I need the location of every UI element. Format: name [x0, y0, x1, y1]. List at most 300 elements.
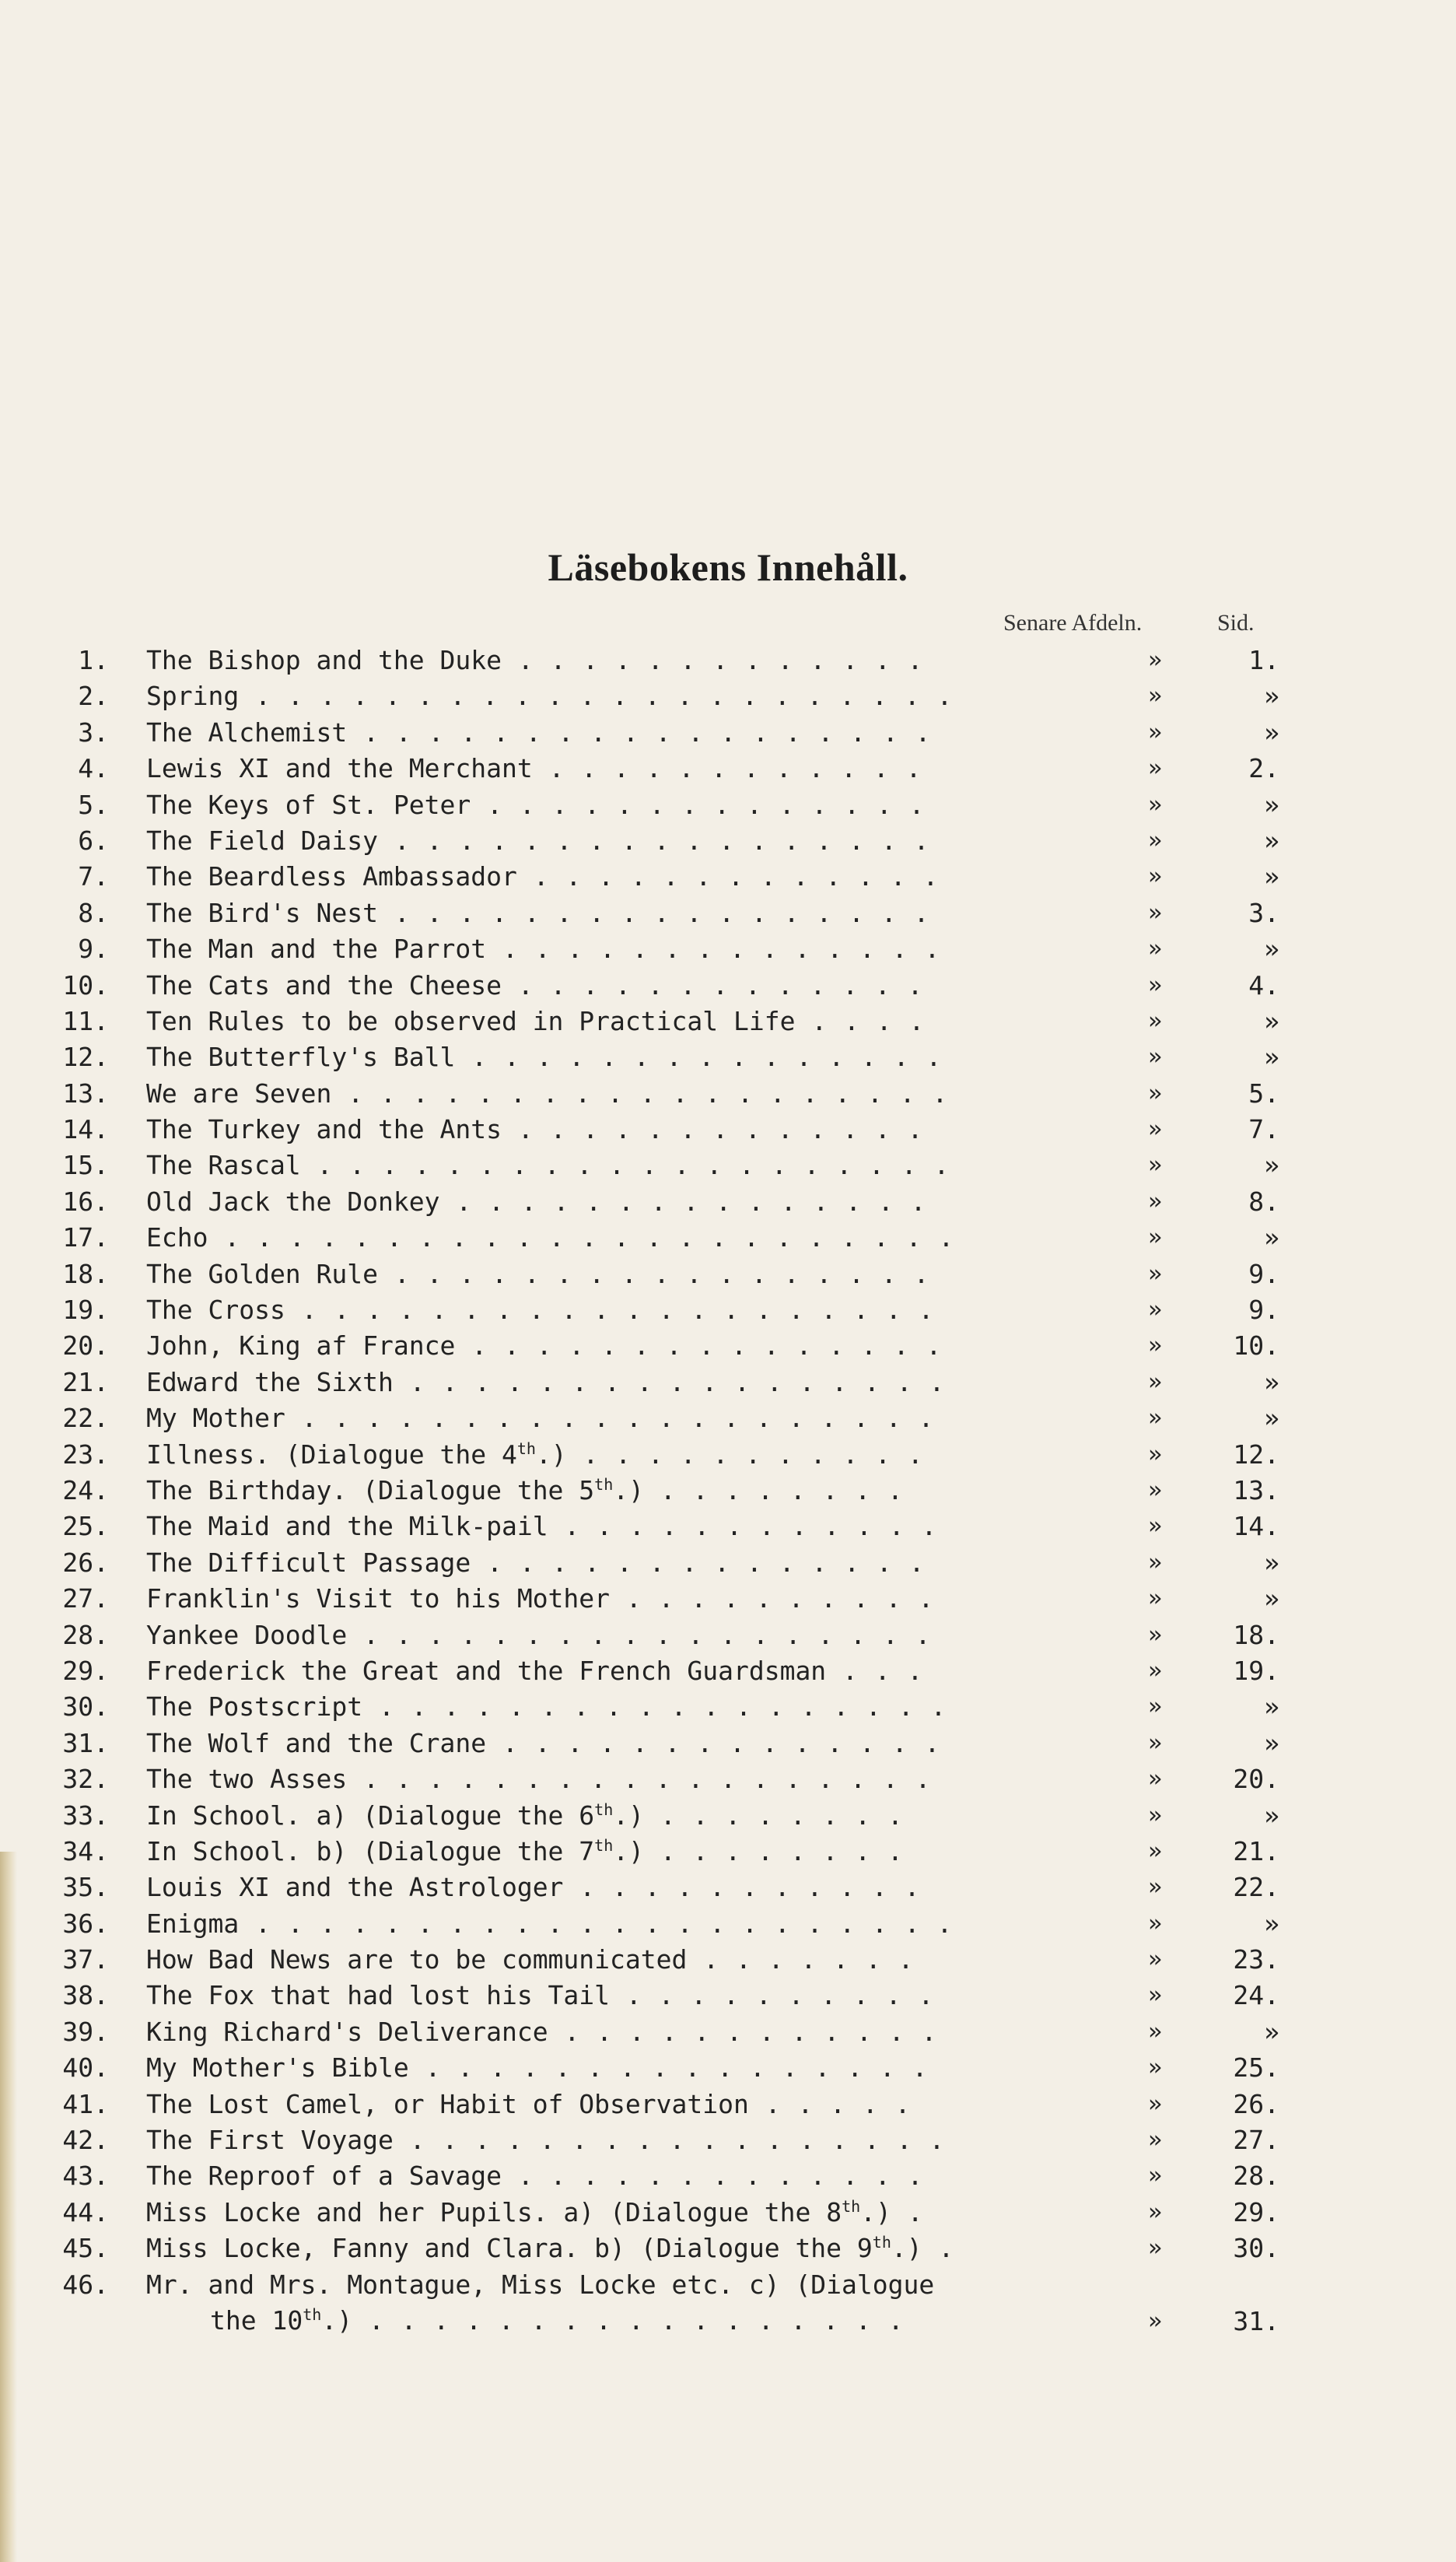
entry-title-text: The Cats and the Cheese	[146, 969, 502, 1001]
dot-leader: . . . . . . . . . . . . .	[501, 2161, 940, 2192]
toc-row	[0, 1761, 1456, 1797]
section-mark: »	[1147, 682, 1163, 710]
entry-title-text: The Golden Rule	[146, 1258, 379, 1289]
page-number: 8.	[1248, 1186, 1279, 1217]
dot-leader: . . . . . . . . . . . . . . . . . . . . . .	[239, 1908, 970, 1939]
page-number: »	[1264, 2016, 1279, 2047]
entry-title	[146, 1112, 1002, 1148]
dot-leader: .	[891, 2196, 940, 2227]
entry-title	[146, 2195, 1002, 2231]
page-number: 4.	[1248, 969, 1279, 1001]
entry-title	[146, 1978, 1002, 2014]
page-number: 5.	[1248, 1078, 1279, 1109]
entry-number: 3.	[78, 717, 109, 748]
entry-number: 12.	[62, 1042, 109, 1073]
entry-number: 20.	[62, 1330, 109, 1362]
entry-number: 14.	[62, 1114, 109, 1145]
entry-title-continuation: the 10th.) . . . . . . . . . . . . . . . . .	[210, 2304, 921, 2336]
toc-row	[0, 931, 1456, 967]
dot-leader: . . . . . . . . . . . . . . . . . . . .	[300, 1150, 967, 1181]
entry-title	[146, 1617, 1002, 1653]
section-mark: »	[1147, 1982, 1163, 2010]
dot-leader: . . . . . . . . . . . . . . . . .	[352, 2304, 921, 2336]
toc-row	[0, 1292, 1456, 1328]
toc-row	[0, 1834, 1456, 1870]
section-mark: »	[1147, 647, 1163, 674]
entry-title	[146, 643, 1002, 678]
toc-row	[0, 1978, 1456, 2014]
section-mark: »	[1147, 1079, 1163, 1107]
entry-title	[146, 1689, 1002, 1725]
toc-row	[0, 1365, 1456, 1400]
entry-title	[146, 1834, 1002, 1870]
toc-row	[0, 1509, 1456, 1544]
page-title: Läsebokens Innehåll.	[548, 545, 908, 589]
entry-title	[146, 751, 1002, 787]
entry-title	[146, 2014, 1002, 2050]
entry-title-text: My Mother's Bible	[146, 2052, 409, 2084]
entry-title-text: The Birthday. (Dialogue the 5th.)	[146, 1474, 645, 1505]
section-mark: »	[1147, 1765, 1163, 1793]
dot-leader: . . . . . . . . . . . . . . . . . . .	[331, 1078, 965, 1109]
dot-leader: . . . . .	[748, 2088, 928, 2119]
entry-title-text: My Mother	[146, 1403, 285, 1434]
page-number: »	[1264, 1727, 1279, 1758]
toc-row	[0, 968, 1456, 1004]
page-number: 31.	[1233, 2305, 1279, 2336]
section-mark: »	[1147, 826, 1163, 854]
dot-leader: . . . . . . . . . . . . . . .	[455, 1042, 959, 1073]
dot-leader: . . . . . . . . . . . . . . . . . .	[347, 717, 948, 748]
toc-row	[0, 1726, 1456, 1761]
section-mark: »	[1147, 2307, 1163, 2335]
entry-number: 34.	[62, 1835, 109, 1866]
page-number: »	[1264, 934, 1279, 965]
page-number: »	[1264, 1800, 1279, 1831]
dot-leader: . . . . . . . . . . . . .	[516, 861, 956, 892]
dot-leader: . . . . . . . . . . . . . . . . .	[378, 897, 947, 928]
toc-row	[0, 678, 1456, 714]
section-mark: »	[1147, 2198, 1163, 2226]
section-mark: »	[1147, 1368, 1163, 1396]
entry-title-text: The Wolf and the Crane	[146, 1727, 487, 1758]
page-number: 3.	[1248, 897, 1279, 928]
entry-title-text: The Reproof of a Savage	[146, 2161, 502, 2192]
section-mark: »	[1147, 1512, 1163, 1540]
entry-title	[146, 715, 1002, 751]
entry-number: 15.	[62, 1150, 109, 1181]
page-number: »	[1264, 1042, 1279, 1073]
toc-row	[0, 1328, 1456, 1364]
dot-leader: . . . . . . . . . . . . . . .	[455, 1330, 959, 1362]
entry-number: 18.	[62, 1258, 109, 1289]
dot-leader: . . . . . . . . . . . . . . . . . . . . . .	[239, 681, 970, 712]
toc-row	[0, 1400, 1456, 1436]
toc-row	[0, 1798, 1456, 1834]
entry-title-text: John, King af France	[146, 1330, 456, 1362]
entry-title-text: Louis XI and the Astrologer	[146, 1872, 564, 1903]
entry-number: 45.	[62, 2233, 109, 2264]
section-mark: »	[1147, 2090, 1163, 2118]
entry-title-text: In School. a) (Dialogue the 6th.)	[146, 1800, 645, 1831]
page-number: 10.	[1233, 1330, 1279, 1362]
entry-title	[146, 1906, 1002, 1942]
toc-row	[0, 1870, 1456, 1905]
dot-leader: . . . . . . . .	[644, 1835, 920, 1866]
entry-number: 41.	[62, 2088, 109, 2119]
section-mark: »	[1147, 1404, 1163, 1432]
dot-leader: . . . . . . . . . . . . . . . . .	[378, 1258, 947, 1289]
section-mark: »	[1147, 2234, 1163, 2262]
toc-row	[0, 1942, 1456, 1978]
section-mark: »	[1147, 899, 1163, 927]
entry-title	[146, 787, 1002, 823]
entry-title	[146, 1942, 1002, 1978]
section-mark: »	[1147, 1946, 1163, 1974]
dot-leader: . . . . . . . . . .	[610, 1583, 951, 1614]
section-mark: »	[1147, 1476, 1163, 1504]
dot-leader: . . . . . . . .	[644, 1800, 920, 1831]
entry-title	[146, 859, 1002, 895]
entry-title-text: The First Voyage	[146, 2125, 394, 2156]
entry-title-text: Illness. (Dialogue the 4th.)	[146, 1439, 567, 1470]
section-mark: »	[1147, 718, 1163, 746]
toc-row	[0, 1220, 1456, 1256]
dot-leader: . . . . . . . . . . . .	[548, 1511, 954, 1542]
toc-row	[0, 895, 1456, 931]
entry-title	[146, 1365, 1002, 1400]
section-mark: »	[1147, 1007, 1163, 1035]
entry-number: 16.	[62, 1186, 109, 1217]
entry-title	[146, 1581, 1002, 1617]
toc-row	[0, 2050, 1456, 2086]
page-number: 13.	[1233, 1474, 1279, 1505]
toc-row	[0, 2122, 1456, 2158]
entry-title	[146, 1726, 1002, 1761]
entry-title-text: We are Seven	[146, 1078, 332, 1109]
entry-title	[146, 895, 1002, 931]
dot-leader: . . . . . . . . . . . . . . . . . .	[362, 1691, 964, 1723]
toc-row	[0, 1689, 1456, 1725]
page-number: »	[1264, 789, 1279, 820]
page-number: »	[1264, 1222, 1279, 1253]
entry-number: 23.	[62, 1439, 109, 1470]
entry-number: 19.	[62, 1295, 109, 1326]
toc-row	[0, 2267, 1456, 2340]
dot-leader: . . . . . . . . . . . . . . . . . . . .	[285, 1295, 951, 1326]
entry-title-text: The Beardless Ambassador	[146, 861, 517, 892]
page-number: 7.	[1248, 1114, 1279, 1145]
section-mark: »	[1147, 863, 1163, 891]
page-number: »	[1264, 1005, 1279, 1036]
entry-number: 32.	[62, 1764, 109, 1795]
entry-title-text: The Keys of St. Peter	[146, 789, 471, 820]
entry-title	[146, 931, 1002, 967]
entry-title	[146, 1437, 1002, 1473]
toc-row	[0, 1148, 1456, 1183]
section-mark: »	[1147, 935, 1163, 963]
entry-number: 17.	[62, 1222, 109, 1253]
section-mark: »	[1147, 755, 1163, 783]
entry-title-text: King Richard's Deliverance	[146, 2016, 548, 2047]
section-mark: »	[1147, 2017, 1163, 2045]
toc-row	[0, 1581, 1456, 1617]
section-column-header: Senare Afdeln.	[1003, 610, 1143, 636]
dot-leader: .	[922, 2233, 971, 2264]
toc-row	[0, 1039, 1456, 1075]
section-mark: »	[1147, 1801, 1163, 1829]
entry-title-text: Frederick the Great and the French Guardsman	[146, 1655, 827, 1686]
page-number: 20.	[1233, 1764, 1279, 1795]
entry-title-text: The Field Daisy	[146, 825, 379, 856]
entry-title	[146, 1473, 1002, 1509]
section-mark: »	[1147, 1837, 1163, 1865]
section-mark: »	[1147, 1621, 1163, 1649]
section-mark: »	[1147, 1729, 1163, 1757]
entry-title-text: Old Jack the Donkey	[146, 1186, 440, 1217]
entry-title-text: The Difficult Passage	[146, 1547, 471, 1578]
entry-number: 24.	[62, 1474, 109, 1505]
entry-title-text: The Bishop and the Duke	[146, 645, 502, 675]
entry-number: 36.	[62, 1908, 109, 1939]
entry-number: 11.	[62, 1005, 109, 1036]
toc-row	[0, 1004, 1456, 1039]
entry-title-text: Edward the Sixth	[146, 1366, 394, 1397]
entry-number: 38.	[62, 1980, 109, 2011]
entry-number: 42.	[62, 2125, 109, 2156]
dot-leader: . . . . . . . . . . . .	[548, 2016, 954, 2047]
dot-leader: . . . . . . . . . . . . . .	[471, 1547, 942, 1578]
toc-row	[0, 1437, 1456, 1473]
entry-title	[146, 1400, 1002, 1436]
section-mark: »	[1147, 1151, 1163, 1179]
entry-title-text: In School. b) (Dialogue the 7th.)	[146, 1835, 645, 1866]
page-number: »	[1264, 1547, 1279, 1578]
page-number: »	[1264, 1366, 1279, 1397]
entry-title	[146, 1148, 1002, 1183]
entry-title-text: The Bird's Nest	[146, 897, 379, 928]
page-number: 1.	[1248, 645, 1279, 675]
section-mark: »	[1147, 1548, 1163, 1576]
entry-number: 37.	[62, 1944, 109, 1975]
entry-title	[146, 1292, 1002, 1328]
dot-leader: . . . . . . . . . .	[610, 1980, 951, 2011]
page-number: 27.	[1233, 2125, 1279, 2156]
entry-title-text: Franklin's Visit to his Mother	[146, 1583, 611, 1614]
entry-number: 21.	[62, 1366, 109, 1397]
dot-leader: . . . . . . . . . . . . .	[501, 969, 940, 1001]
entry-number: 2.	[78, 681, 109, 712]
dot-leader: . . . . . . . . . . . .	[532, 753, 939, 784]
toc-row	[0, 2014, 1456, 2050]
toc-row	[0, 1184, 1456, 1220]
dot-leader: . . . . . . . . . . . . .	[501, 645, 940, 675]
dot-leader: . . . . . . . . . . . . . . . . . . . . . . .	[208, 1222, 971, 1253]
entry-number: 30.	[62, 1691, 109, 1723]
toc-row	[0, 2231, 1456, 2266]
entry-title-text: The Turkey and the Ants	[146, 1114, 502, 1145]
entry-title	[146, 1509, 1002, 1544]
page-number: 25.	[1233, 2052, 1279, 2084]
toc-row	[0, 643, 1456, 678]
entry-title	[146, 1798, 1002, 1834]
entry-title-text: Spring	[146, 681, 240, 712]
entry-number: 35.	[62, 1872, 109, 1903]
dot-leader: . . . . . . . . . . . . . . . . .	[393, 1366, 962, 1397]
section-mark: »	[1147, 1296, 1163, 1324]
entry-title-text: How Bad News are to be communicated	[146, 1944, 688, 1975]
section-mark: »	[1147, 1873, 1163, 1901]
dot-leader: . . . . . . . . . . . . . .	[486, 934, 957, 965]
dot-leader: . . . . . . . .	[644, 1474, 920, 1505]
page-number: »	[1264, 825, 1279, 856]
dot-leader: . . . . . . . . . . . . . . . . .	[378, 825, 947, 856]
toc-row	[0, 1076, 1456, 1112]
entry-title-text: The Fox that had lost his Tail	[146, 1980, 611, 2011]
toc-row	[0, 859, 1456, 895]
dot-leader: . . . . . . .	[687, 1944, 931, 1975]
entry-title	[146, 1184, 1002, 1220]
dot-leader: . . . . . . . . . . .	[566, 1439, 940, 1470]
dot-leader: . . .	[826, 1655, 940, 1686]
entry-title	[146, 1761, 1002, 1797]
entry-title-text: The Postscript	[146, 1691, 363, 1723]
toc-row	[0, 2087, 1456, 2122]
toc-row	[0, 823, 1456, 859]
section-mark: »	[1147, 1187, 1163, 1215]
dot-leader: . . . . . . . . . . . . . . . . .	[393, 2125, 962, 2156]
entry-number: 10.	[62, 969, 109, 1001]
page-number: »	[1264, 1691, 1279, 1723]
entry-number: 8.	[78, 897, 109, 928]
entry-title	[146, 2158, 1002, 2194]
entry-title	[146, 1220, 1002, 1256]
page-number: 9.	[1248, 1295, 1279, 1326]
page-number: »	[1264, 1403, 1279, 1434]
dot-leader: . . . . . . . . . . . . . .	[471, 789, 942, 820]
entry-number: 27.	[62, 1583, 109, 1614]
entry-title-text: The Butterfly's Ball	[146, 1042, 456, 1073]
entry-number: 44.	[62, 2196, 109, 2227]
entry-title	[146, 2267, 1002, 2339]
toc-row	[0, 1906, 1456, 1942]
entry-title-text: The Maid and the Milk-pail	[146, 1511, 548, 1542]
entry-number: 33.	[62, 1800, 109, 1831]
entry-number: 7.	[78, 861, 109, 892]
entry-number: 29.	[62, 1655, 109, 1686]
entry-title-text: Ten Rules to be observed in Practical Life	[146, 1005, 796, 1036]
entry-number: 9.	[78, 934, 109, 965]
entry-number: 26.	[62, 1547, 109, 1578]
entry-title	[146, 1076, 1002, 1112]
entry-number: 40.	[62, 2052, 109, 2084]
entry-title	[146, 823, 1002, 859]
page-number: 24.	[1233, 1980, 1279, 2011]
dot-leader: . . . . . . . . . . . . . . .	[439, 1186, 943, 1217]
page-number: 21.	[1233, 1835, 1279, 1866]
entry-number: 6.	[78, 825, 109, 856]
toc-row	[0, 1617, 1456, 1653]
dot-leader: . . . . . . . . . . . . . . . .	[408, 2052, 945, 2084]
entry-title	[146, 2122, 1002, 2158]
section-mark: »	[1147, 1224, 1163, 1252]
entry-title-text: Echo	[146, 1222, 208, 1253]
entry-number: 28.	[62, 1619, 109, 1650]
section-mark: »	[1147, 1909, 1163, 1937]
entry-number: 22.	[62, 1403, 109, 1434]
entry-title	[146, 1039, 1002, 1075]
page-number: 18.	[1233, 1619, 1279, 1650]
entry-title	[146, 1653, 1002, 1689]
entry-number: 25.	[62, 1511, 109, 1542]
page-number: »	[1264, 861, 1279, 892]
entry-title-text: Miss Locke, Fanny and Clara. b) (Dialogue the 9th.)	[146, 2233, 922, 2264]
table-of-contents	[0, 643, 1456, 2340]
section-mark: »	[1147, 2054, 1163, 2082]
toc-row	[0, 1112, 1456, 1148]
page-number: »	[1264, 1908, 1279, 1939]
dot-leader: . . . . . . . . . . . . . . . . . .	[347, 1619, 948, 1650]
page-number: 2.	[1248, 753, 1279, 784]
page-number: 30.	[1233, 2233, 1279, 2264]
dot-leader: . . . . . . . . . . . . .	[501, 1114, 940, 1145]
entry-title	[146, 1870, 1002, 1905]
entry-number: 43.	[62, 2161, 109, 2192]
dot-leader: . . . . . . . . . . . . . . . . . . . .	[285, 1403, 951, 1434]
entry-title-text: The Lost Camel, or Habit of Observation	[146, 2088, 749, 2119]
page-number: 22.	[1233, 1872, 1279, 1903]
entry-title-text: Lewis XI and the Merchant	[146, 753, 533, 784]
page-number: 19.	[1233, 1655, 1279, 1686]
entry-title	[146, 2050, 1002, 2086]
page-number: 29.	[1233, 2196, 1279, 2227]
entry-title-text: Enigma	[146, 1908, 240, 1939]
page-number: 12.	[1233, 1439, 1279, 1470]
entry-title	[146, 1328, 1002, 1364]
page-number: »	[1264, 681, 1279, 712]
page-number: 26.	[1233, 2088, 1279, 2119]
entry-number: 46.	[62, 2269, 109, 2300]
section-mark: »	[1147, 1656, 1163, 1684]
entry-number: 31.	[62, 1727, 109, 1758]
dot-leader: . . . . . . . . . . . . . . . . . .	[347, 1764, 948, 1795]
entry-title	[146, 1256, 1002, 1292]
section-mark: »	[1147, 1260, 1163, 1288]
entry-title	[146, 968, 1002, 1004]
page-number: 9.	[1248, 1258, 1279, 1289]
entry-title	[146, 2087, 1002, 2122]
section-mark: »	[1147, 1332, 1163, 1360]
entry-title-text: The Cross	[146, 1295, 285, 1326]
entry-number: 5.	[78, 789, 109, 820]
entry-number: 13.	[62, 1078, 109, 1109]
section-mark: »	[1147, 2126, 1163, 2154]
section-mark: »	[1147, 1116, 1163, 1144]
section-mark: »	[1147, 1585, 1163, 1613]
toc-row	[0, 1256, 1456, 1292]
dot-leader: . . . . . . . . . . .	[563, 1872, 937, 1903]
toc-row	[0, 2158, 1456, 2194]
entry-number: 4.	[78, 753, 109, 784]
entry-title	[146, 2231, 1002, 2266]
entry-title	[146, 1545, 1002, 1581]
section-mark: »	[1147, 1440, 1163, 1468]
entry-title-text: Miss Locke and her Pupils. a) (Dialogue the 8th.)	[146, 2196, 891, 2227]
dot-leader: . . . . . . . . . . . . . .	[486, 1727, 957, 1758]
entry-title-text: The Rascal	[146, 1150, 301, 1181]
page-number: 23.	[1233, 1944, 1279, 1975]
entry-number: 1.	[78, 645, 109, 675]
